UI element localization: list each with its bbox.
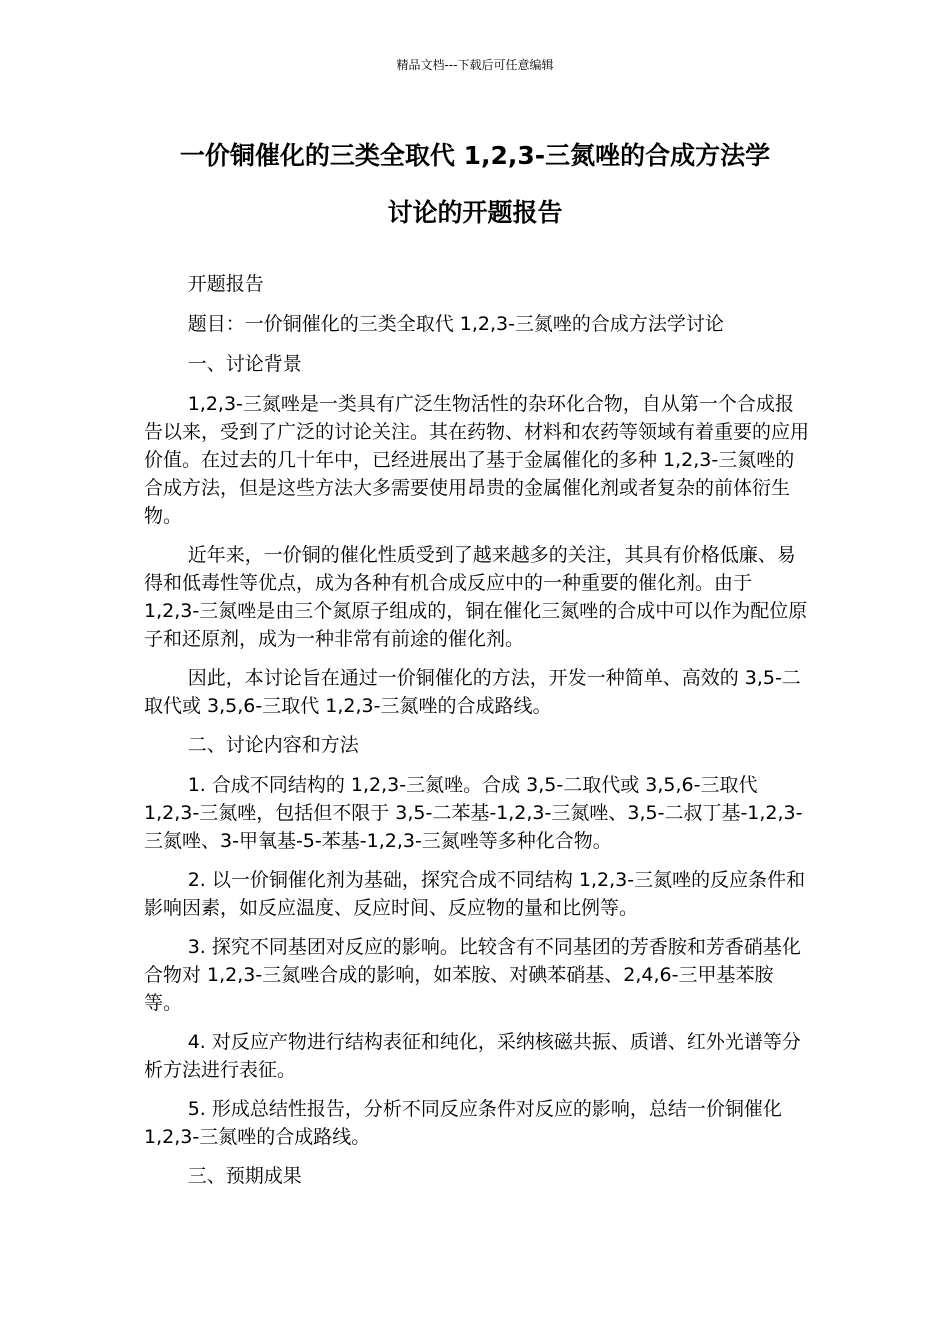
report-label: 开题报告 (187, 273, 264, 295)
document-title-line-2: 讨论的开题报告 (387, 198, 563, 227)
list-item-4: 4. 对反应产物进行结构表征和纯化，采纳核磁共振、质谱、红外光谱等分析方法进行表征。 (144, 1031, 801, 1081)
paragraph-background-3: 因此，本讨论旨在通过一价铜催化的方法，开发一种简单、高效的 3,5-二取代或 3,5,6-三取代 1,2,3-三氮唑的合成路线。 (144, 667, 801, 717)
paragraph-background-1: 1,2,3-三氮唑是一类具有广泛生物活性的杂环化合物，自从第一个合成报告以来，受到了广泛的讨论关注。其在药物、材料和农药等领域有着重要的应用价值。在过去的几十年中，已经进展出了基于金属催化的多种 1,2,3-三氮唑的合成方法，但是这些方法大多需要使用昂贵的金属催化剂或者复杂的前体衍生物。 (144, 393, 810, 527)
list-item-1: 1. 合成不同结构的 1,2,3-三氮唑。合成 3,5-二取代或 3,5,6-三取代 1,2,3-三氮唑，包括但不限于 3,5-二苯基-1,2,3-三氮唑、3,5-二叔丁基-1,2,3-三氮唑、3-甲氧基-5-苯基-1,2,3-三氮唑等多种化合物。 (144, 774, 803, 852)
topic-line: 题目：一价铜催化的三类全取代 1,2,3-三氮唑的合成方法学讨论 (187, 313, 724, 335)
document-body (144, 270, 810, 1202)
section-heading-background: 一、讨论背景 (187, 353, 302, 375)
section-heading-content-methods: 二、讨论内容和方法 (187, 734, 359, 756)
list-item-5: 5. 形成总结性报告，分析不同反应条件对反应的影响，总结一价铜催化 1,2,3-三氮唑的合成路线。 (144, 1098, 782, 1148)
header-note: 精品文档---下载后可任意编辑 (396, 58, 554, 72)
section-heading-expected-results: 三、预期成果 (187, 1165, 302, 1187)
list-item-3: 3. 探究不同基团对反应的影响。比较含有不同基团的芳香胺和芳香硝基化合物对 1,2,3-三氮唑合成的影响，如苯胺、对碘苯硝基、2,4,6-三甲基苯胺等。 (144, 936, 801, 1014)
document-title-line-1: 一价铜催化的三类全取代 1,2,3-三氮唑的合成方法学 (179, 141, 771, 170)
list-item-2: 2. 以一价铜催化剂为基础，探究合成不同结构 1,2,3-三氮唑的反应条件和影响因素，如反应温度、反应时间、反应物的量和比例等。 (144, 869, 806, 919)
paragraph-background-2: 近年来，一价铜的催化性质受到了越来越多的关注，其具有价格低廉、易得和低毒性等优点，成为各种有机合成反应中的一种重要的催化剂。由于 1,2,3-三氮唑是由三个氮原子组成的，铜在催化三氮唑的合成中可以作为配位原子和还原剂，成为一种非常有前途的催化剂。 (144, 544, 808, 650)
